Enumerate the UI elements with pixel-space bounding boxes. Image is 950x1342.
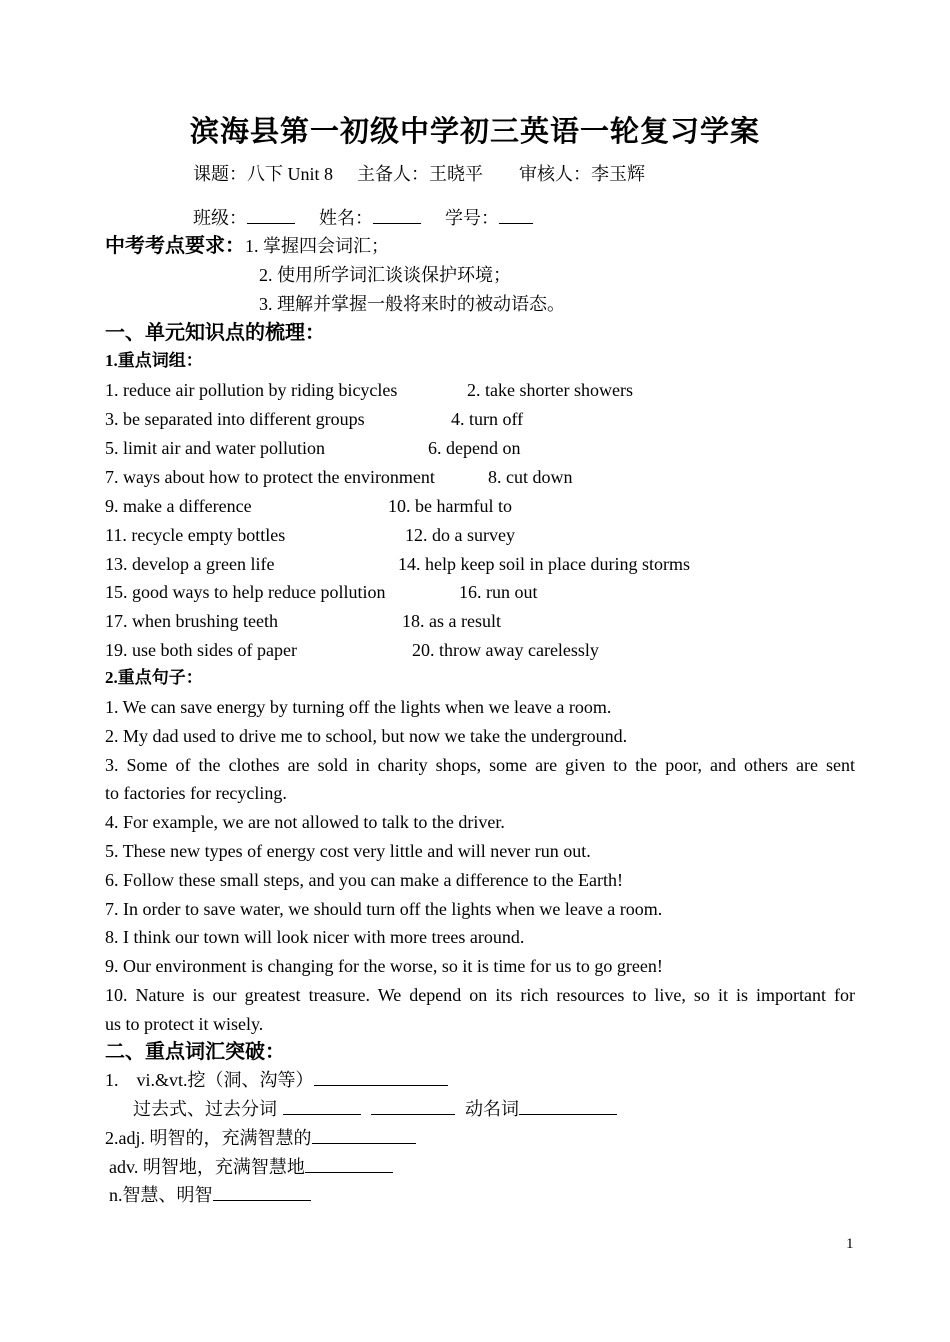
- phrase-item: 14. help keep soil in place during storms: [398, 554, 690, 574]
- requirements-label: 中考考点要求：: [105, 235, 245, 257]
- sentence-item: 10. Nature is our greatest treasure. We depend on its rich resources to live, so it is important for: [105, 985, 855, 1005]
- number-blank[interactable]: [499, 207, 533, 224]
- phrases-heading: 1.重点词组：: [105, 351, 203, 370]
- sentence-item: us to protect it wisely.: [105, 1014, 264, 1034]
- requirement-item: 3. 理解并掌握一般将来时的被动语态。: [259, 294, 565, 314]
- sentence-item: 3. Some of the clothes are sold in charity shops, some are given to the poor, and others are sent: [105, 755, 855, 775]
- phrase-item: 17. when brushing teeth: [105, 611, 278, 631]
- vocab-prompt: 2.adj. 明智的，充满智慧的: [105, 1128, 312, 1148]
- document-title: 滨海县第一初级中学初三英语一轮复习学案: [189, 116, 760, 148]
- phrase-item: 11. recycle empty bottles: [105, 525, 286, 545]
- vocab-question-2: [105, 1127, 416, 1149]
- sentence-item: 4. For example, we are not allowed to talk to the driver.: [105, 812, 505, 832]
- sentence-item: 7. In order to save water, we should turn off the lights when we leave a room.: [105, 899, 663, 919]
- lesson-label: 课题：八下 Unit 8: [193, 164, 334, 184]
- class-blank[interactable]: [247, 207, 295, 224]
- vocab-question-1: [105, 1069, 448, 1091]
- phrase-item: 19. use both sides of paper: [105, 640, 297, 660]
- sentence-item: 8. I think our town will look nicer with more trees around.: [105, 927, 525, 947]
- sentence-item: to factories for recycling.: [105, 783, 287, 803]
- answer-blank[interactable]: [213, 1184, 311, 1201]
- vocab-prompt: n.智慧、明智: [109, 1185, 213, 1205]
- sentence-item: 5. These new types of energy cost very little and will never run out.: [105, 841, 591, 861]
- lesson-info: [193, 163, 645, 185]
- phrase-item: 1. reduce air pollution by riding bicycles: [105, 380, 398, 400]
- vocab-prompt: 过去式、过去分词: [133, 1099, 277, 1119]
- section1-heading: 一、单元知识点的梳理：: [105, 322, 325, 344]
- student-info: [193, 207, 533, 229]
- requirements-row-1: [105, 235, 389, 257]
- phrase-item: 18. as a result: [402, 611, 501, 631]
- requirement-item: 2. 使用所学词汇谈谈保护环境；: [259, 265, 511, 285]
- section2-heading: 二、重点词汇突破：: [105, 1041, 285, 1063]
- vocab-prompt: 动名词: [465, 1099, 519, 1119]
- sentence-item: 6. Follow these small steps, and you can make a difference to the Earth!: [105, 870, 624, 890]
- requirement-item: 1. 掌握四会词汇；: [245, 236, 389, 256]
- sentences-heading: 2.重点句子：: [105, 668, 203, 687]
- phrase-item: 13. develop a green life: [105, 554, 275, 574]
- number-label: 学号：: [445, 208, 499, 228]
- vocab-prompt: 1. vi.&vt.挖（洞、沟等）: [105, 1070, 314, 1090]
- answer-blank[interactable]: [312, 1127, 416, 1144]
- phrase-item: 4. turn off: [451, 409, 524, 429]
- name-blank[interactable]: [373, 207, 421, 224]
- answer-blank[interactable]: [305, 1156, 393, 1173]
- phrase-item: 9. make a difference: [105, 496, 252, 516]
- page-number: 1: [846, 1236, 854, 1252]
- phrase-item: 12. do a survey: [405, 525, 515, 545]
- vocab-question-2-noun: [109, 1184, 311, 1206]
- sentence-item: 1. We can save energy by turning off the lights when we leave a room.: [105, 697, 612, 717]
- phrase-item: 7. ways about how to protect the environment: [105, 467, 435, 487]
- answer-blank[interactable]: [314, 1069, 448, 1086]
- phrase-item: 6. depend on: [428, 438, 521, 458]
- vocab-question-1-forms: [133, 1098, 617, 1120]
- phrase-item: 8. cut down: [488, 467, 573, 487]
- phrase-item: 15. good ways to help reduce pollution: [105, 582, 386, 602]
- phrase-item: 3. be separated into different groups: [105, 409, 365, 429]
- phrase-item: 10. be harmful to: [388, 496, 512, 516]
- phrase-item: 5. limit air and water pollution: [105, 438, 325, 458]
- answer-blank[interactable]: [371, 1098, 455, 1115]
- phrase-item: 16. run out: [459, 582, 538, 602]
- class-label: 班级：: [193, 208, 247, 228]
- name-label: 姓名：: [319, 208, 373, 228]
- vocab-prompt: adv. 明智地，充满智慧地: [109, 1157, 305, 1177]
- reviewer-label: 审核人：李玉辉: [519, 164, 646, 184]
- answer-blank[interactable]: [519, 1098, 617, 1115]
- sentence-item: 2. My dad used to drive me to school, but now we take the underground.: [105, 726, 628, 746]
- preparer-label: 主备人：王晓平: [357, 164, 484, 184]
- phrase-item: 20. throw away carelessly: [412, 640, 599, 660]
- answer-blank[interactable]: [283, 1098, 361, 1115]
- vocab-question-2-adv: [109, 1156, 393, 1178]
- phrase-item: 2. take shorter showers: [467, 380, 633, 400]
- sentence-item: 9. Our environment is changing for the worse, so it is time for us to go green!: [105, 956, 663, 976]
